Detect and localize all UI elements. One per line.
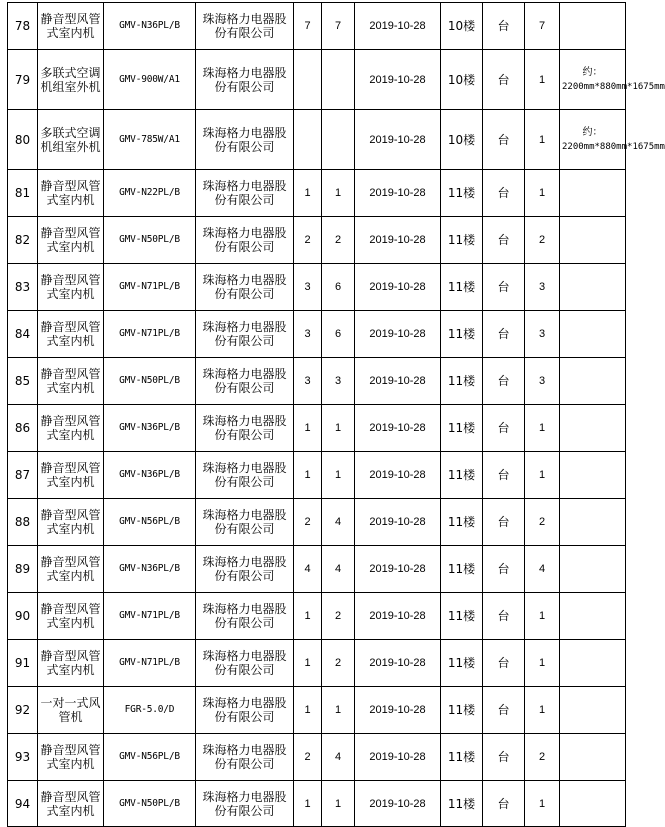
date: 2019-10-28 [355,687,441,734]
row-number: 93 [8,734,38,781]
quantity-b: 1 [322,452,355,499]
remark-prefix: 约： [582,66,603,78]
equipment-name: 静音型风管式室内机 [38,217,104,264]
manufacturer: 珠海格力电器股份有限公司 [196,3,294,50]
row-number: 89 [8,546,38,593]
model-number: FGR-5.0/D [104,687,196,734]
table-row [8,452,626,499]
quantity: 1 [525,170,560,217]
floor: 11楼 [441,734,483,781]
table-row [8,546,626,593]
floor: 10楼 [441,110,483,170]
model-number: GMV-N36PL/B [104,452,196,499]
manufacturer: 珠海格力电器股份有限公司 [196,170,294,217]
manufacturer: 珠海格力电器股份有限公司 [196,499,294,546]
table-row [8,311,626,358]
remark [560,499,626,546]
quantity: 1 [525,781,560,827]
equipment-name: 静音型风管式室内机 [38,452,104,499]
model-number: GMV-N50PL/B [104,358,196,405]
remark [560,264,626,311]
quantity: 2 [525,734,560,781]
remark-prefix: 约： [582,126,603,138]
quantity-a [294,110,322,170]
equipment-name: 静音型风管式室内机 [38,734,104,781]
remark [560,311,626,358]
unit: 台 [483,358,525,405]
row-number: 90 [8,593,38,640]
manufacturer: 珠海格力电器股份有限公司 [196,687,294,734]
quantity-b: 2 [322,593,355,640]
quantity-a: 3 [294,358,322,405]
model-number: GMV-N50PL/B [104,781,196,827]
unit: 台 [483,50,525,110]
quantity-a [294,50,322,110]
quantity-a: 7 [294,3,322,50]
manufacturer: 珠海格力电器股份有限公司 [196,734,294,781]
unit: 台 [483,264,525,311]
floor: 11楼 [441,593,483,640]
floor: 11楼 [441,217,483,264]
quantity-b: 1 [322,687,355,734]
equipment-table [7,2,665,827]
row-number: 81 [8,170,38,217]
equipment-name: 静音型风管式室内机 [38,593,104,640]
quantity: 2 [525,499,560,546]
equipment-name: 多联式空调机组室外机 [38,50,104,110]
equipment-name: 多联式空调机组室外机 [38,110,104,170]
equipment-name: 一对一式风管机 [38,687,104,734]
table-row [8,358,626,405]
date: 2019-10-28 [355,640,441,687]
quantity: 3 [525,358,560,405]
remark [560,110,665,170]
quantity-a: 1 [294,687,322,734]
table-row [8,405,626,452]
floor: 11楼 [441,358,483,405]
date: 2019-10-28 [355,734,441,781]
unit: 台 [483,640,525,687]
row-number: 88 [8,499,38,546]
date: 2019-10-28 [355,170,441,217]
row-number: 92 [8,687,38,734]
remark-dimensions: 2200mm*880mm*1675mm [562,141,665,152]
quantity-b: 2 [322,217,355,264]
floor: 11楼 [441,311,483,358]
date: 2019-10-28 [355,264,441,311]
quantity: 1 [525,50,560,110]
quantity: 1 [525,110,560,170]
row-number: 78 [8,3,38,50]
date: 2019-10-28 [355,593,441,640]
row-number: 91 [8,640,38,687]
model-number: GMV-N36PL/B [104,3,196,50]
date: 2019-10-28 [355,452,441,499]
equipment-name: 静音型风管式室内机 [38,781,104,827]
row-number: 87 [8,452,38,499]
remark [560,170,626,217]
quantity: 4 [525,546,560,593]
equipment-name: 静音型风管式室内机 [38,3,104,50]
quantity: 1 [525,405,560,452]
model-number: GMV-N56PL/B [104,499,196,546]
remark [560,640,626,687]
floor: 11楼 [441,499,483,546]
date: 2019-10-28 [355,217,441,264]
equipment-name: 静音型风管式室内机 [38,499,104,546]
quantity: 7 [525,3,560,50]
quantity-b: 7 [322,3,355,50]
unit: 台 [483,3,525,50]
table-row [8,50,626,110]
remark [560,405,626,452]
quantity-a: 2 [294,499,322,546]
manufacturer: 珠海格力电器股份有限公司 [196,358,294,405]
unit: 台 [483,546,525,593]
date: 2019-10-28 [355,546,441,593]
equipment-name: 静音型风管式室内机 [38,170,104,217]
manufacturer: 珠海格力电器股份有限公司 [196,264,294,311]
manufacturer: 珠海格力电器股份有限公司 [196,546,294,593]
model-number: GMV-900W/A1 [104,50,196,110]
manufacturer: 珠海格力电器股份有限公司 [196,110,294,170]
remark [560,3,626,50]
quantity-a: 4 [294,546,322,593]
date: 2019-10-28 [355,358,441,405]
remark [560,452,626,499]
quantity-a: 2 [294,217,322,264]
table-row [8,110,626,170]
quantity: 2 [525,217,560,264]
manufacturer: 珠海格力电器股份有限公司 [196,640,294,687]
table-row [8,264,626,311]
date: 2019-10-28 [355,110,441,170]
equipment-name: 静音型风管式室内机 [38,264,104,311]
quantity: 1 [525,687,560,734]
remark [560,358,626,405]
manufacturer: 珠海格力电器股份有限公司 [196,593,294,640]
date: 2019-10-28 [355,499,441,546]
unit: 台 [483,452,525,499]
quantity-a: 1 [294,452,322,499]
quantity: 3 [525,311,560,358]
model-number: GMV-N71PL/B [104,264,196,311]
unit: 台 [483,110,525,170]
quantity-b: 1 [322,781,355,827]
table-body [8,3,665,827]
quantity-a: 3 [294,311,322,358]
equipment-name: 静音型风管式室内机 [38,640,104,687]
remark-dimensions: 2200mm*880mm*1675mm [562,81,665,92]
row-number: 85 [8,358,38,405]
quantity-a: 1 [294,640,322,687]
floor: 11楼 [441,687,483,734]
quantity-a: 1 [294,781,322,827]
model-number: GMV-N71PL/B [104,640,196,687]
unit: 台 [483,170,525,217]
unit: 台 [483,734,525,781]
row-number: 79 [8,50,38,110]
quantity-b: 3 [322,358,355,405]
quantity-a: 1 [294,405,322,452]
floor: 11楼 [441,170,483,217]
table-row [8,640,626,687]
model-number: GMV-N22PL/B [104,170,196,217]
manufacturer: 珠海格力电器股份有限公司 [196,50,294,110]
quantity-b: 4 [322,734,355,781]
manufacturer: 珠海格力电器股份有限公司 [196,781,294,827]
floor: 11楼 [441,546,483,593]
table-row [8,781,626,827]
model-number: GMV-N71PL/B [104,593,196,640]
model-number: GMV-N36PL/B [104,546,196,593]
date: 2019-10-28 [355,50,441,110]
quantity: 3 [525,264,560,311]
quantity-b: 1 [322,170,355,217]
row-number: 86 [8,405,38,452]
floor: 11楼 [441,452,483,499]
quantity-b: 2 [322,640,355,687]
model-number: GMV-N36PL/B [104,405,196,452]
quantity: 1 [525,640,560,687]
quantity-b: 1 [322,405,355,452]
row-number: 84 [8,311,38,358]
unit: 台 [483,781,525,827]
remark [560,593,626,640]
unit: 台 [483,593,525,640]
model-number: GMV-785W/A1 [104,110,196,170]
model-number: GMV-N50PL/B [104,217,196,264]
quantity-a: 3 [294,264,322,311]
unit: 台 [483,311,525,358]
quantity-b [322,110,355,170]
row-number: 82 [8,217,38,264]
floor: 11楼 [441,405,483,452]
remark [560,734,626,781]
unit: 台 [483,687,525,734]
row-number: 83 [8,264,38,311]
quantity-b: 4 [322,499,355,546]
date: 2019-10-28 [355,405,441,452]
quantity-b: 6 [322,311,355,358]
equipment-name: 静音型风管式室内机 [38,546,104,593]
quantity-a: 1 [294,170,322,217]
table-row [8,593,626,640]
remark [560,50,665,110]
floor: 10楼 [441,3,483,50]
unit: 台 [483,499,525,546]
equipment-name: 静音型风管式室内机 [38,358,104,405]
date: 2019-10-28 [355,781,441,827]
date: 2019-10-28 [355,3,441,50]
quantity-b: 4 [322,546,355,593]
equipment-name: 静音型风管式室内机 [38,311,104,358]
table-row [8,734,626,781]
model-number: GMV-N71PL/B [104,311,196,358]
remark [560,217,626,264]
floor: 11楼 [441,640,483,687]
remark [560,687,626,734]
quantity-b: 6 [322,264,355,311]
manufacturer: 珠海格力电器股份有限公司 [196,311,294,358]
row-number: 94 [8,781,38,827]
floor: 11楼 [441,781,483,827]
table-row [8,170,626,217]
remark [560,546,626,593]
manufacturer: 珠海格力电器股份有限公司 [196,452,294,499]
remark [560,781,626,827]
date: 2019-10-28 [355,311,441,358]
quantity: 1 [525,452,560,499]
quantity-a: 1 [294,593,322,640]
row-number: 80 [8,110,38,170]
model-number: GMV-N56PL/B [104,734,196,781]
table-row [8,687,626,734]
table-row [8,3,626,50]
equipment-name: 静音型风管式室内机 [38,405,104,452]
manufacturer: 珠海格力电器股份有限公司 [196,217,294,264]
unit: 台 [483,405,525,452]
quantity: 1 [525,593,560,640]
quantity-a: 2 [294,734,322,781]
unit: 台 [483,217,525,264]
manufacturer: 珠海格力电器股份有限公司 [196,405,294,452]
floor: 10楼 [441,50,483,110]
table-row [8,217,626,264]
floor: 11楼 [441,264,483,311]
quantity-b [322,50,355,110]
table-row [8,499,626,546]
